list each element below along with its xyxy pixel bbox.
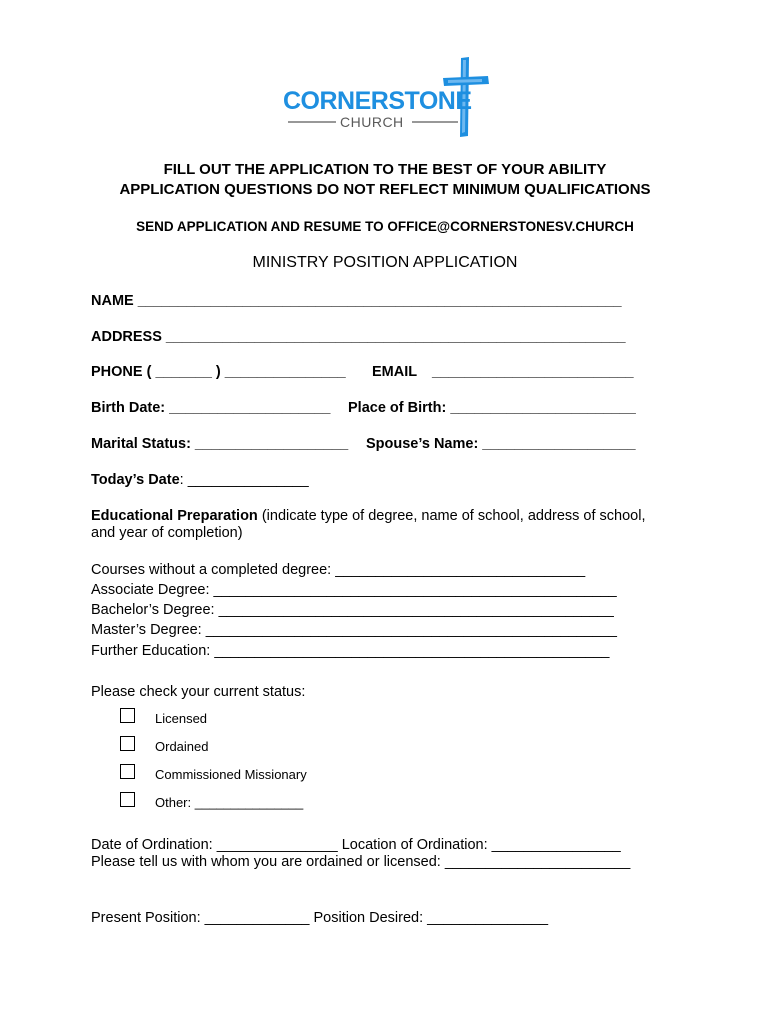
ordained-label: Ordained — [155, 739, 209, 754]
licensed-checkbox[interactable] — [120, 708, 135, 723]
name-field[interactable]: NAME ____________________________________________________________ — [91, 293, 622, 309]
ordination-date-location[interactable]: Date of Ordination: _______________ Location of Ordination: ________________ — [91, 837, 621, 853]
todays-date-blank[interactable]: : _______________ — [179, 472, 309, 488]
spouse-name-field[interactable]: Spouse’s Name: ___________________ — [366, 436, 636, 452]
church-logo — [280, 56, 500, 140]
todays-date-field[interactable] — [91, 472, 309, 488]
marital-status-field[interactable]: Marital Status: ___________________ — [91, 436, 349, 452]
other-label[interactable]: Other: _______________ — [155, 795, 304, 810]
ordained-checkbox[interactable] — [120, 736, 135, 751]
birth-date-field[interactable]: Birth Date: ____________________ — [91, 400, 331, 416]
commissioned-missionary-label: Commissioned Missionary — [155, 767, 307, 782]
education-note-2: and year of completion) — [91, 525, 243, 541]
todays-date-label: Today’s Date — [91, 472, 180, 488]
education-heading: Educational Preparation — [91, 508, 258, 524]
associate-degree-field[interactable]: Associate Degree: __________________________________________________ — [91, 582, 617, 598]
logo-sub: CHURCH — [340, 114, 404, 130]
email-field[interactable]: _________________________ — [432, 364, 634, 380]
form-title: MINISTRY POSITION APPLICATION — [252, 254, 518, 271]
other-checkbox[interactable] — [120, 792, 135, 807]
address-field[interactable]: ADDRESS _________________________________________________________ — [91, 329, 626, 345]
commissioned-missionary-checkbox[interactable] — [120, 764, 135, 779]
status-prompt: Please check your current status: — [91, 684, 306, 700]
bachelor-degree-field[interactable]: Bachelor’s Degree: _________________________________________________ — [91, 602, 614, 618]
education-note-1: (indicate type of degree, name of school, address of school, — [257, 508, 646, 524]
phone-field[interactable]: PHONE ( _______ ) _______________ — [91, 364, 346, 380]
master-degree-field[interactable]: Master’s Degree: ___________________________________________________ — [91, 622, 617, 638]
position-fields[interactable]: Present Position: _____________ Position Desired: _______________ — [91, 910, 549, 926]
header-line-1: FILL OUT THE APPLICATION TO THE BEST OF YOUR ABILITY — [163, 161, 607, 178]
education-heading-line — [91, 508, 646, 524]
send-instructions: SEND APPLICATION AND RESUME TO OFFICE@CORNERSTONESV.CHURCH — [136, 219, 634, 234]
ordained-by[interactable]: Please tell us with whom you are ordained or licensed: _______________________ — [91, 854, 631, 870]
courses-field[interactable]: Courses without a completed degree: _______________________________ — [91, 562, 586, 578]
licensed-label: Licensed — [155, 711, 208, 726]
header-line-2: APPLICATION QUESTIONS DO NOT REFLECT MINIMUM QUALIFICATIONS — [119, 181, 651, 198]
logo-brand: CORNERSTONE — [283, 87, 472, 115]
email-label: EMAIL — [372, 364, 418, 380]
further-education-field[interactable]: Further Education: _________________________________________________ — [91, 643, 610, 659]
place-of-birth-field[interactable]: Place of Birth: _______________________ — [348, 400, 636, 416]
